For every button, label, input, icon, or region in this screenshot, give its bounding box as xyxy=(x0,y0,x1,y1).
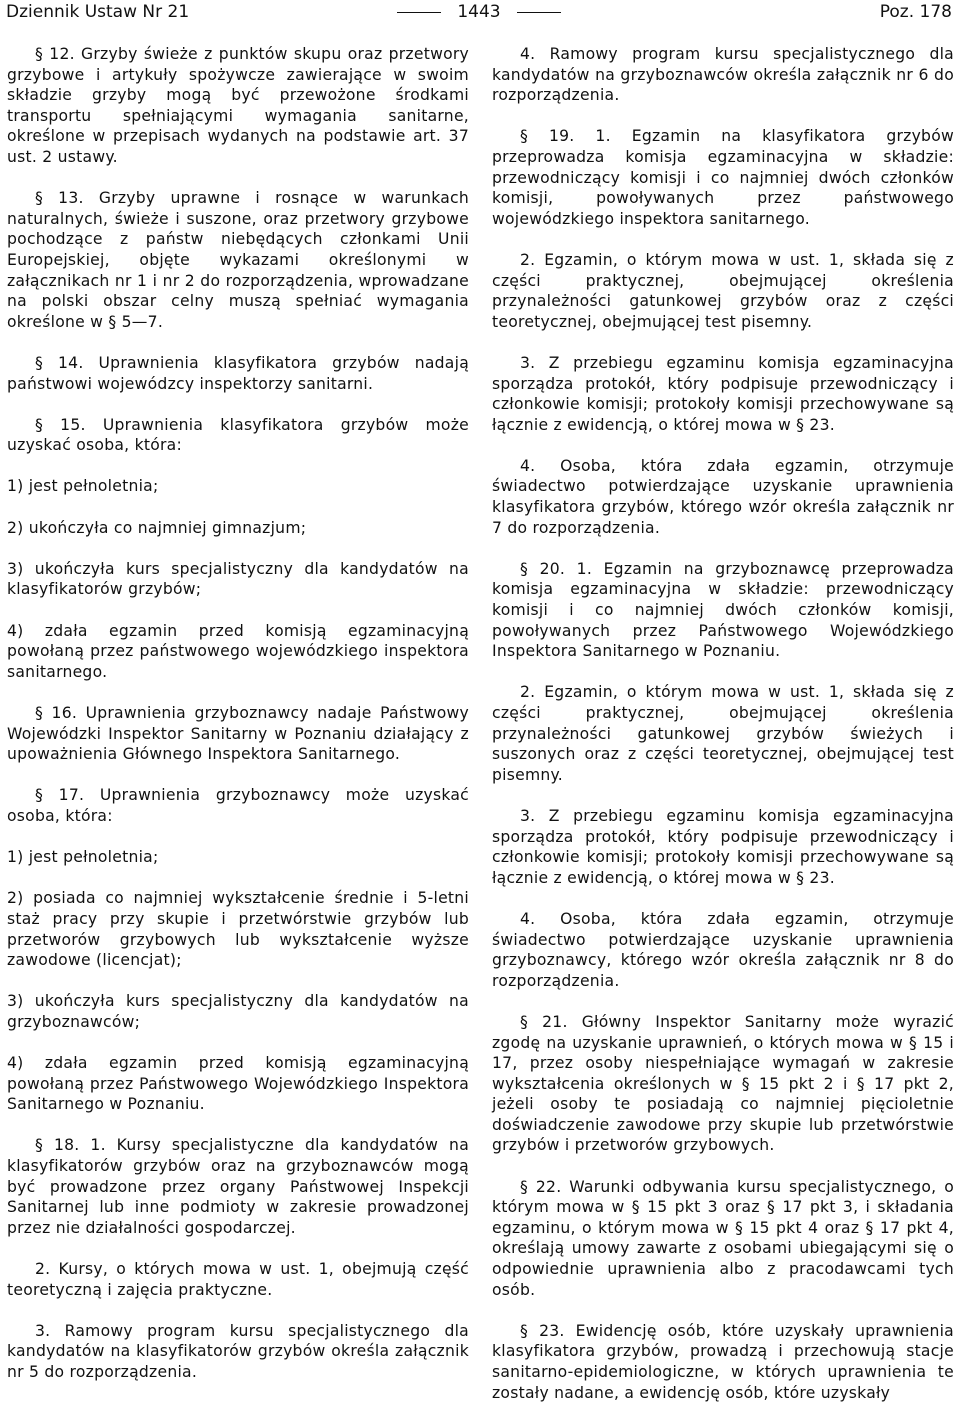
paragraph: § 15. Uprawnienia klasyfikatora grzybów może uzyskać osoba, która: xyxy=(7,415,469,455)
paragraph: 4. Osoba, która zdała egzamin, otrzymuje świadectwo potwierdzające uzyskanie uprawnienia grzyboznawcy, którego wzór określa załącznik nr 8 do rozporządzenia. xyxy=(492,909,954,990)
paragraph: § 17. Uprawnienia grzyboznawcy może uzyskać osoba, która: xyxy=(7,786,469,825)
list-item: 4) zdała egzamin przed komisją egzaminacyjną powołaną przez Państwowego Wojewódzkiego Inspektora Sanitarnego w Poznaniu. xyxy=(7,1054,469,1114)
paragraph: § 14. Uprawnienia klasyfikatora grzybów nadają państwowi wojewódzcy inspektorzy sanitarni. xyxy=(7,353,469,393)
paragraph: 4. Osoba, która zdała egzamin, otrzymuje świadectwo potwierdzające uzyskanie uprawnienia klasyfikatora grzybów, którego wzór określa załącznik nr 7 do rozporządzenia. xyxy=(492,456,954,537)
list-item: 3) ukończyła kurs specjalistyczny dla kandydatów na klasyfikatorów grzybów; xyxy=(7,559,469,599)
paragraph: 2. Egzamin, o którym mowa w ust. 1, składa się z części praktycznej, obejmującej określenia przynależności gatunkowej grzybów oraz z części teoretycznej, obejmującej test pisemny. xyxy=(492,250,954,331)
list-item: 4) zdała egzamin przed komisją egzaminacyjną powołaną przez państwowego wojewódzkiego inspektora sanitarnego. xyxy=(7,621,469,681)
page-number-block xyxy=(6,0,952,24)
paragraph: § 20. 1. Egzamin na grzyboznawcę przeprowadza komisja egzaminacyjna w składzie: przewodniczący komisji i co najmniej dwóch członków komisji, powoływanych przez Państwowego Wojewódzkiego Inspektora Sanitarnego w Poznaniu. xyxy=(492,559,954,661)
paragraph: 4. Ramowy program kursu specjalistycznego dla kandydatów na grzyboznawców określa załącznik nr 6 do rozporządzenia. xyxy=(492,45,954,105)
dash-left xyxy=(397,12,441,13)
paragraph: 3. Ramowy program kursu specjalistycznego dla kandydatów na klasyfikatorów grzybów określa załącznik nr 5 do rozporządzenia. xyxy=(7,1321,469,1381)
paragraph: 2. Kursy, o których mowa w ust. 1, obejmują część teoretyczną i zajęcia praktyczne. xyxy=(7,1260,469,1299)
position-label: Poz. 178 xyxy=(879,2,952,22)
paragraph: 2. Egzamin, o którym mowa w ust. 1, składa się z części praktycznej, obejmującej określenia przynależności gatunkowej grzybów świeżych i suszonych oraz z części teoretycznej, obejmującej test pisemny. xyxy=(492,683,954,784)
paragraph: § 13. Grzyby uprawne i rosnące w warunkach naturalnych, świeże i suszone, oraz przetwory grzybowe pochodzące z państw niebędących członkami Unii Europejskiej, objęte wykazami określonymi w załącznikach nr 1 i nr 2 do rozporządzenia, wprowadzane na polski obszar celny muszą spełniać wymagania określone w § 5—7. xyxy=(7,189,469,331)
list-item: 1) jest pełnoletnia; xyxy=(7,848,159,867)
paragraph: § 21. Główny Inspektor Sanitarny może wyrazić zgodę na uzyskanie uprawnień, o których mowa w § 15 i 17, przez osoby niespełniające wymagań w zakresie wykształcenia określonych w § 15 pkt 2 i § 17 pkt 2, jeżeli osoby te posiadają co najmniej pięcioletnie doświadczenie zawodowe przy skupie lub przetwórstwie grzybów i przetworów grzybowych. xyxy=(492,1012,954,1155)
dash-right xyxy=(517,12,561,13)
page-header xyxy=(6,0,952,30)
page-number: 1443 xyxy=(457,2,501,22)
list-item: 2) posiada co najmniej wykształcenie średnie i 5-letni staż pracy przy skupie i przetwórstwie grzybów lub przetworów grzybowych lub wykształcenie wyższe zawodowe (licencjat); xyxy=(7,889,469,970)
right-column xyxy=(492,44,954,1424)
list-item: 1) jest pełnoletnia; xyxy=(7,477,159,496)
paragraph: § 18. 1. Kursy specjalistyczne dla kandydatów na klasyfikatorów grzybów oraz na grzyboznawców mogą być prowadzone przez organy Państwowej Inspekcji Sanitarnej lub inne podmioty w zakresie prowadzonej przez nie działalności gospodarczej. xyxy=(7,1136,469,1237)
list-item: 2) ukończyła co najmniej gimnazjum; xyxy=(7,518,307,537)
paragraph: § 12. Grzyby świeże z punktów skupu oraz przetwory grzybowe i artykuły spożywcze zawierające w swoim składzie grzyby mogą być przewożone środkami transportu spełniającymi wymagania sanitarne, określone w przepisach wydanych na podstawie art. 37 ust. 2 ustawy. xyxy=(7,45,469,166)
journal-title: Dziennik Ustaw Nr 21 xyxy=(6,2,190,22)
paragraph: 3. Z przebiegu egzaminu komisja egzaminacyjna sporządza protokół, który podpisuje przewodniczący i członkowie komisji; protokoły komisji przechowywane są łącznie z ewidencją, o której mowa w § 23. xyxy=(492,353,954,434)
paragraph: § 23. Ewidencję osób, które uzyskały uprawnienia klasyfikatora grzybów, prowadzą i przechowują stacje sanitarno-epidemiologiczne, w których uprawnienia te zostały nadane, a ewidencję osób, które uzyskały xyxy=(492,1321,954,1402)
paragraph: 3. Z przebiegu egzaminu komisja egzaminacyjna sporządza protokół, który podpisuje przewodniczący i członkowie komisji; protokoły komisji przechowywane są łącznie z ewidencją, o której mowa w § 23. xyxy=(492,806,954,887)
left-column xyxy=(7,44,469,1403)
paragraph: § 19. 1. Egzamin na klasyfikatora grzybów przeprowadza komisja egzaminacyjna w składzie: przewodniczący komisji i co najmniej dwóch członków komisji, powoływanych przez państwowego wojewódzkiego inspektora sanitarnego. xyxy=(492,127,954,228)
list-item: 3) ukończyła kurs specjalistyczny dla kandydatów na grzyboznawców; xyxy=(7,992,469,1031)
paragraph: § 22. Warunki odbywania kursu specjalistycznego, o którym mowa w § 15 pkt 3 oraz § 17 pkt 3, i składania egzaminu, o którym mowa w § 15 pkt 4 oraz § 17 pkt 4, określają umowy zawarte z osobami ubiegającymi się o odpowiednie uprawnienia albo z pracodawcami tych osób. xyxy=(492,1177,954,1299)
paragraph: § 16. Uprawnienia grzyboznawcy nadaje Państwowy Wojewódzki Inspektor Sanitarny w Poznaniu działający z upoważnienia Głównego Inspektora Sanitarnego. xyxy=(7,704,469,764)
